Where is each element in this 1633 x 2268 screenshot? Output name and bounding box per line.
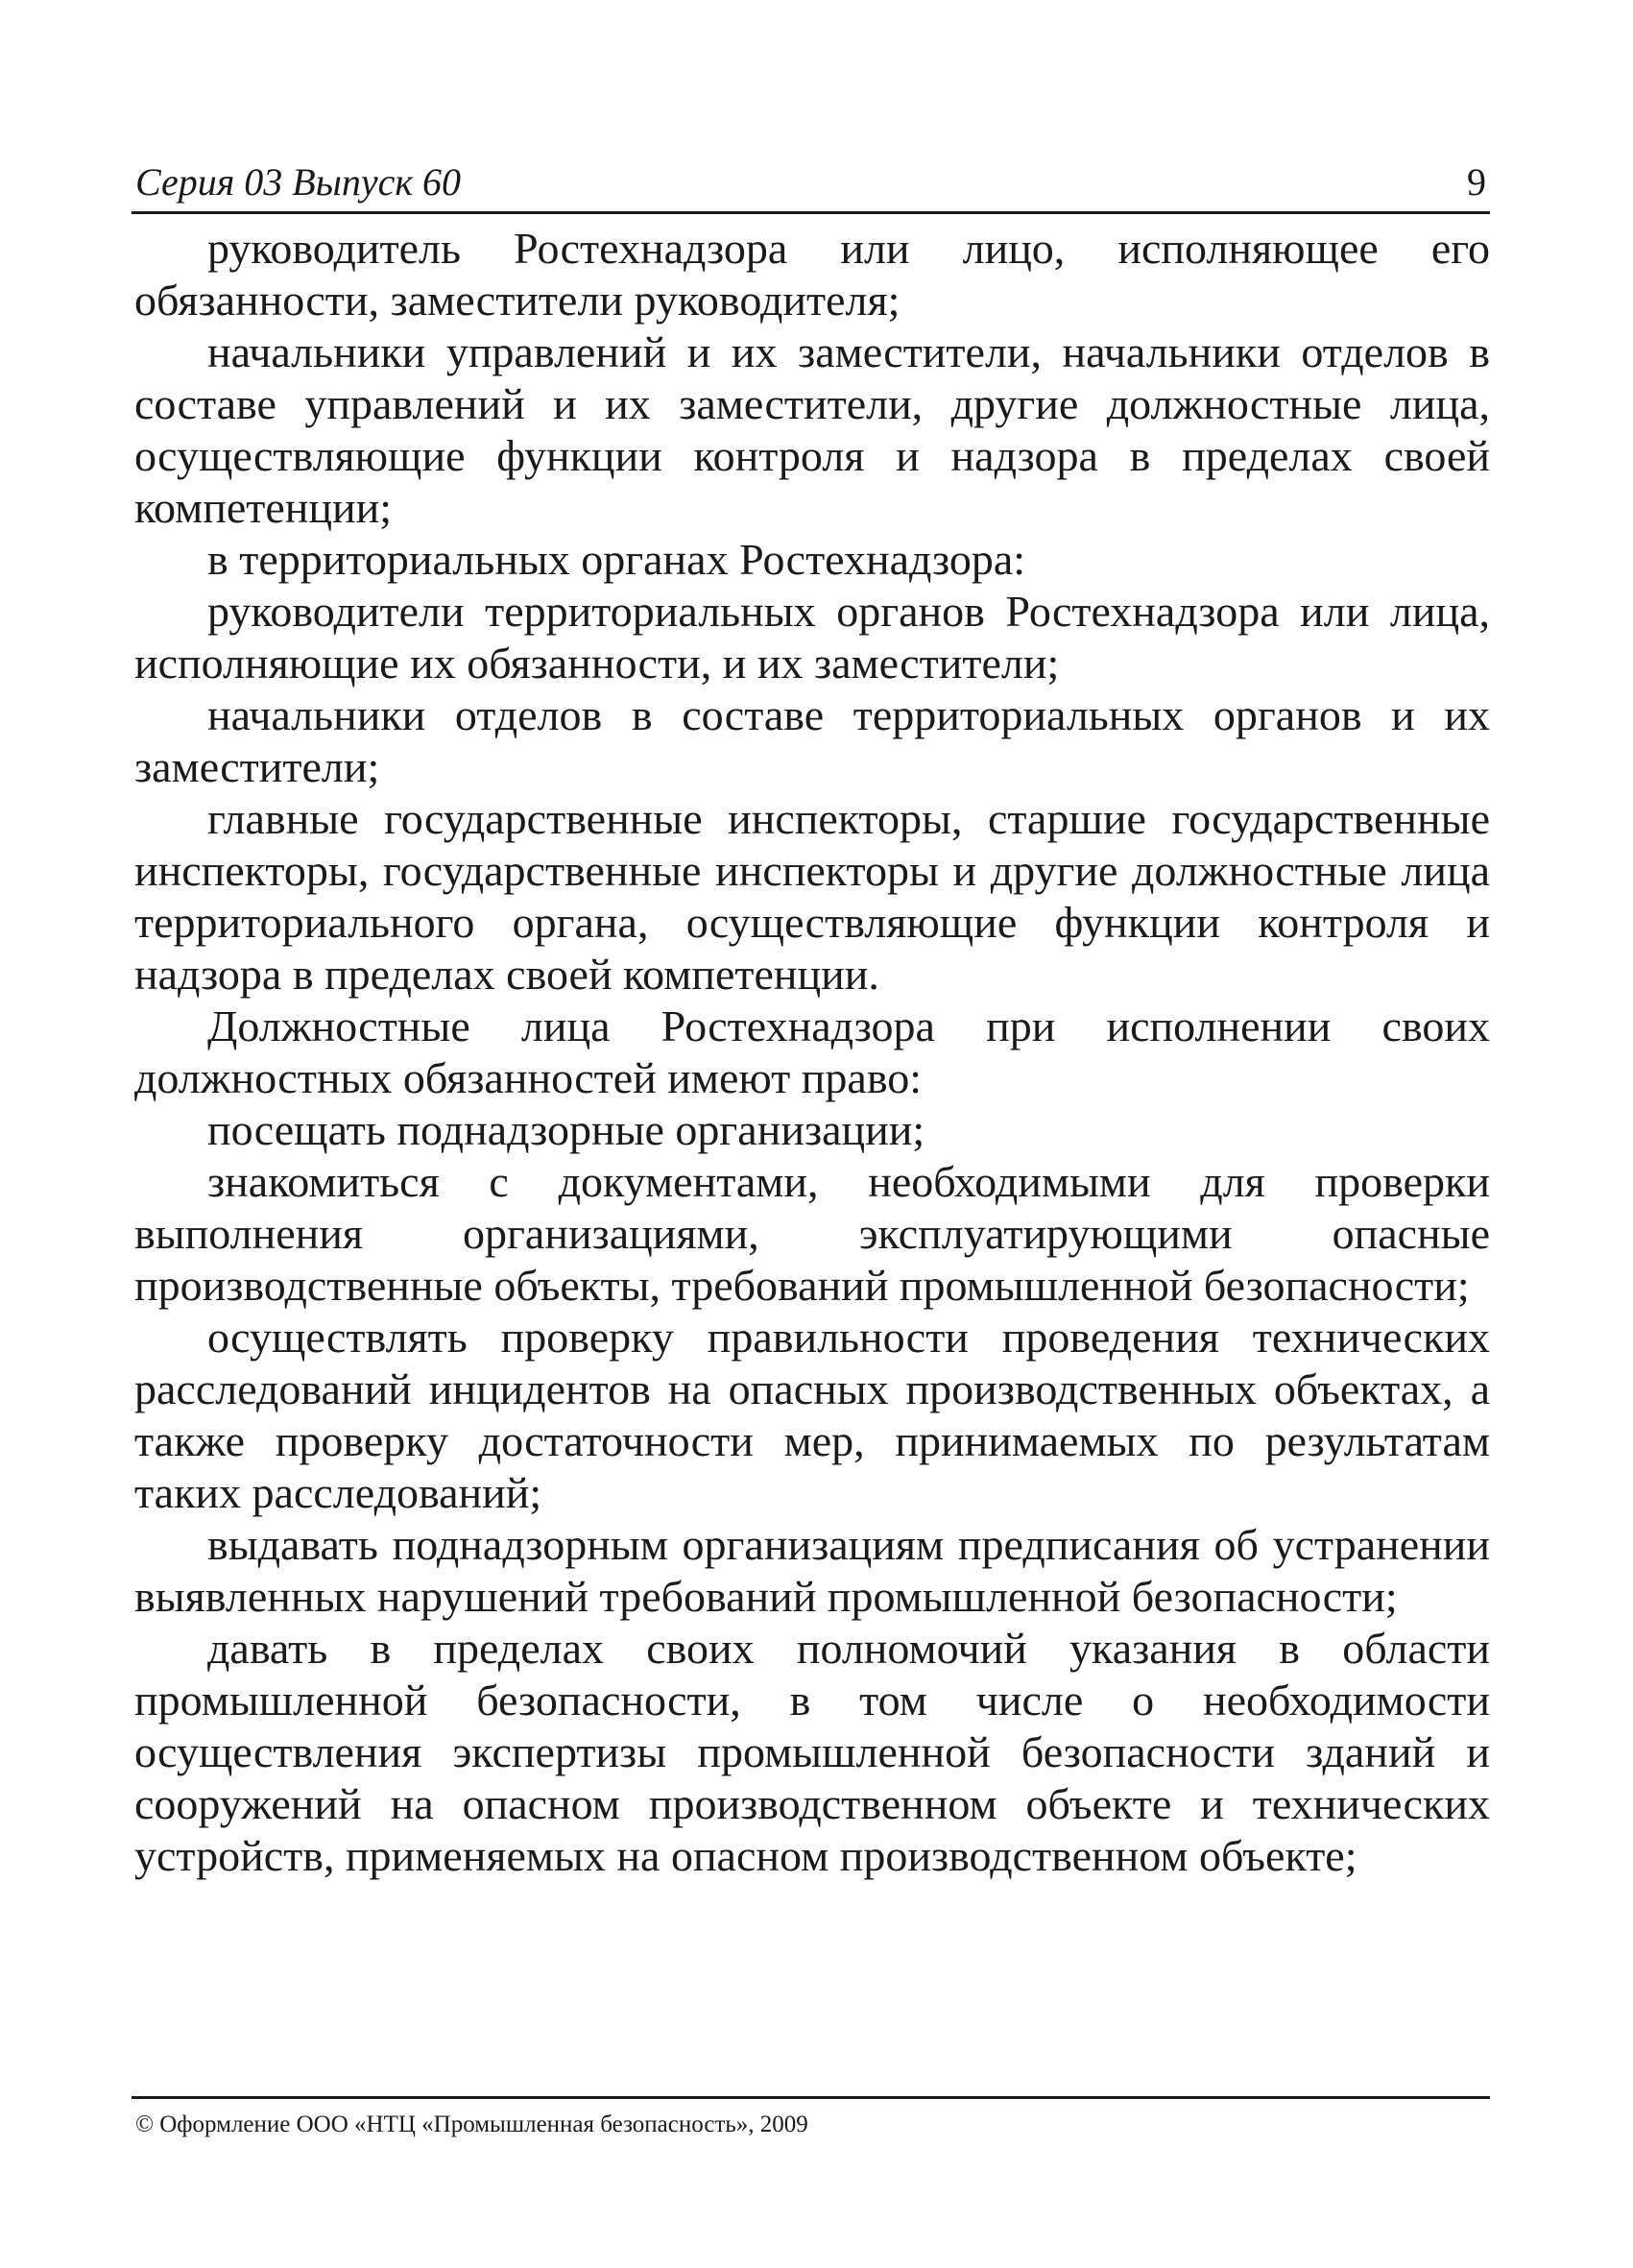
paragraph: начальники отделов в составе территориальных органов и их заместители; <box>134 690 1490 791</box>
paragraph: начальники управлений и их заместители, начальники отделов в составе управлений и их заместители, другие должностные лица, осуществляющие функции контроля и надзора в пределах своей компетенции; <box>134 327 1490 532</box>
paragraph: посещать поднадзорные организации; <box>207 1105 925 1154</box>
page-header <box>132 154 1490 214</box>
copyright-notice: © Оформление ООО «НТЦ «Промышленная безопасность», 2009 <box>135 2111 808 2137</box>
paragraph: выдавать поднадзорным организациям предписания об устранении выявленных нарушений требований промышленной безопасности; <box>134 1520 1490 1621</box>
body-text <box>134 223 1490 1882</box>
paragraph: руководители территориальных органов Ростехнадзора или лица, исполняющие их обязанности, и их заместители; <box>134 587 1490 688</box>
paragraph: главные государственные инспекторы, старшие государственные инспекторы, государственные инспекторы и другие должностные лица территориального органа, осуществляющие функции контроля и надзора в пределах своей компетенции. <box>134 794 1490 999</box>
paragraph: давать в пределах своих полномочий указания в области промышленной безопасности, в том числе о необходимости осуществления экспертизы промышленной безопасности зданий и сооружений на опасном производственном объекте и технических устройств, применяемых на опасном производственном объекте; <box>134 1624 1490 1880</box>
page-footer <box>132 2096 1490 2139</box>
page-number: 9 <box>1467 160 1486 204</box>
paragraph: Должностные лица Ростехнадзора при исполнении своих должностных обязанностей имеют право: <box>134 1001 1490 1102</box>
paragraph: в территориальных органах Ростехнадзора: <box>207 535 1026 584</box>
paragraph: осуществлять проверку правильности проведения технических расследований инцидентов на опасных производственных объектах, а также проверку достаточности мер, принимаемых по результатам таких расследований; <box>134 1313 1490 1517</box>
series-title: Серия 03 Выпуск 60 <box>135 160 462 204</box>
paragraph: руководитель Ростехнадзора или лицо, исполняющее его обязанности, заместители руководителя; <box>134 224 1490 325</box>
paragraph: знакомиться с документами, необходимыми для проверки выполнения организациями, эксплуатирующими опасные производственные объекты, требований промышленной безопасности; <box>134 1157 1490 1310</box>
